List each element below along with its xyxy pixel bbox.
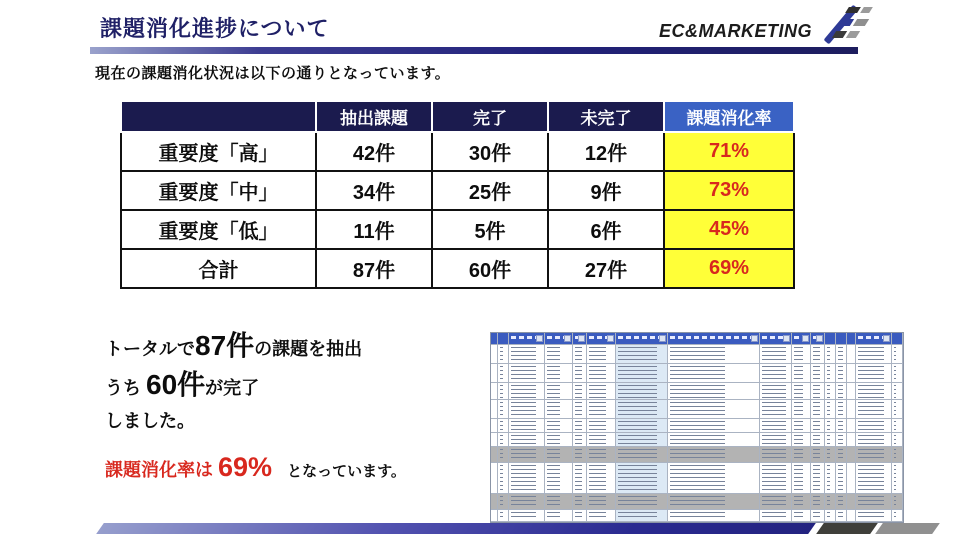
table-row bbox=[121, 210, 794, 249]
row-label: 重要度「低」 bbox=[121, 210, 316, 249]
table-row-total bbox=[121, 249, 794, 288]
cell-not-done: 6件 bbox=[548, 210, 664, 249]
row-label: 合計 bbox=[121, 249, 316, 288]
company-logo-icon bbox=[816, 4, 874, 48]
bottom-bar-blue bbox=[96, 523, 816, 534]
cell-not-done: 27件 bbox=[548, 249, 664, 288]
cell-done: 25件 bbox=[432, 171, 548, 210]
cell-extracted: 34件 bbox=[316, 171, 432, 210]
cell-extracted: 11件 bbox=[316, 210, 432, 249]
table-row bbox=[121, 132, 794, 171]
summary-rate-line: 課題消化率は 69% となっています。 bbox=[105, 452, 406, 482]
title-underline-bar bbox=[90, 47, 858, 54]
cell-rate: 69% bbox=[664, 249, 794, 288]
cell-rate: 73% bbox=[664, 171, 794, 210]
summary-line-2: うち 60件が完了 bbox=[105, 369, 260, 400]
header-extracted: 抽出課題 bbox=[316, 101, 432, 132]
cell-done: 5件 bbox=[432, 210, 548, 249]
header-done: 完了 bbox=[432, 101, 548, 132]
cell-rate: 71% bbox=[664, 132, 794, 171]
cell-done: 60件 bbox=[432, 249, 548, 288]
bottom-bar-dark-gray bbox=[816, 523, 878, 534]
tasklist-spreadsheet-screenshot bbox=[490, 332, 904, 523]
page-title: 課題消化進捗について bbox=[100, 16, 330, 41]
table-header-row bbox=[121, 101, 794, 132]
company-logo-text: EC&MARKETING bbox=[659, 21, 812, 41]
cell-done: 30件 bbox=[432, 132, 548, 171]
progress-table bbox=[120, 100, 795, 289]
row-label: 重要度「中」 bbox=[121, 171, 316, 210]
cell-rate: 45% bbox=[664, 210, 794, 249]
summary-block bbox=[105, 328, 495, 483]
row-label: 重要度「高」 bbox=[121, 132, 316, 171]
bottom-bar-light-gray bbox=[875, 523, 940, 534]
cell-extracted: 42件 bbox=[316, 132, 432, 171]
cell-not-done: 9件 bbox=[548, 171, 664, 210]
header-rate: 課題消化率 bbox=[664, 101, 794, 132]
table-row bbox=[121, 171, 794, 210]
header-not-done: 未完了 bbox=[548, 101, 664, 132]
summary-line-3: しました。 bbox=[105, 411, 195, 431]
cell-extracted: 87件 bbox=[316, 249, 432, 288]
intro-text: 現在の課題消化状況は以下の通りとなっています。 bbox=[95, 65, 451, 82]
cell-not-done: 12件 bbox=[548, 132, 664, 171]
header-empty bbox=[121, 101, 316, 132]
summary-line-1: トータルで87件の課題を抽出 bbox=[105, 330, 363, 361]
